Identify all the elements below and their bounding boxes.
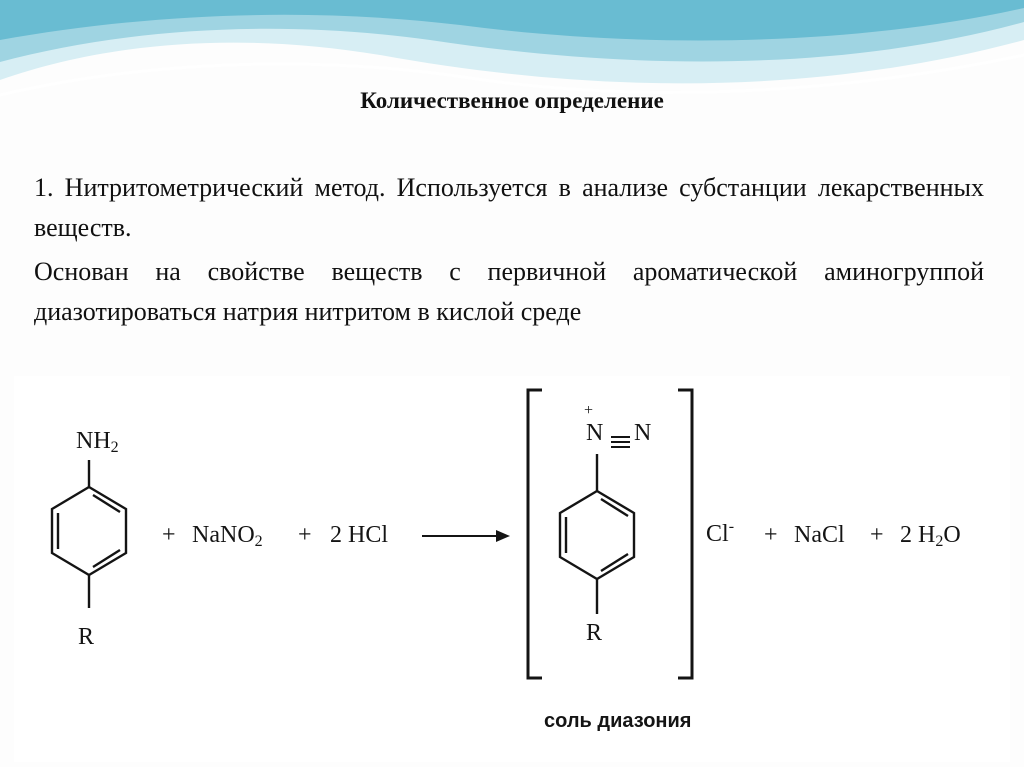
left-bracket [528,390,542,678]
sodium-nitrite-label: NaNO$_2$ [192,522,263,550]
plus-sign-4: + [870,522,884,548]
aniline-benzene-ring [52,487,126,575]
method-description: 1. Нитритометрический метод. Используется в анализе субстанции лекарственных веществ. [34,173,984,242]
reaction-structures [14,376,1010,762]
reaction-arrow [422,530,510,542]
water-label: 2 $H_2O$ [900,522,961,550]
sodium-chloride-label: NaCl [794,522,845,548]
diazo-charge-label: + [584,402,594,419]
hydrochloric-acid-label: 2 HCl [330,522,389,548]
product-caption: соль диазония [544,710,692,732]
plus-sign-2: + [298,522,312,548]
method-principle: Основан на свойстве веществ с первичной ароматической аминогруппой диазотироваться натрия нитритом в кислой среде [34,257,984,326]
right-bracket [678,390,692,678]
product-r-label: R [586,620,603,646]
diazo-n-label: N [586,420,604,446]
triple-bond [611,437,630,447]
plus-sign-1: + [162,522,176,548]
diazotization-reaction-scheme [14,376,1010,762]
terminal-n-label: N [634,420,652,446]
plus-sign-3: + [764,522,778,548]
slide-title: Количественное определение [360,88,664,113]
diazonium-benzene-ring [560,491,634,579]
chloride-label: Cl- [706,518,735,547]
reactant-r-label: R [78,624,95,650]
amine-group-label: $NH_2$ [76,428,119,456]
